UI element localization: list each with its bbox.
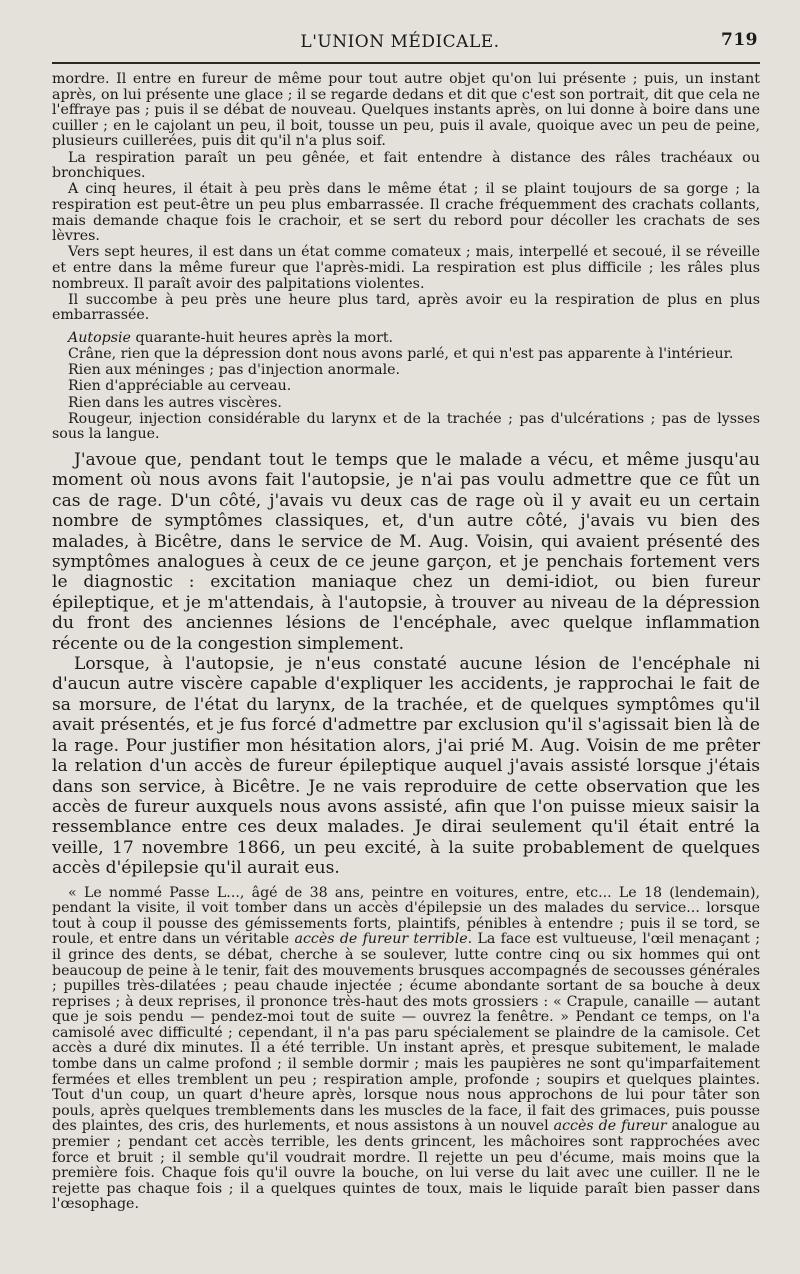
- case-paragraph: Il succombe à peu près une heure plus tard, après avoir eu la respiration de plus en plus embarrassée.: [52, 291, 760, 324]
- autopsy-heading: [52, 331, 760, 347]
- case-paragraph: La respiration paraît un peu gênée, et fait entendre à distance des râles trachéaux ou bronchiques.: [52, 149, 760, 182]
- autopsy-heading-text: quarante-huit heures après la mort.: [130, 329, 394, 346]
- autopsy-visceres: Rien dans les autres viscères.: [68, 394, 282, 411]
- journal-title: L'UNION MÉDICALE.: [300, 32, 500, 52]
- autopsy-crane: Crâne, rien que la dépression dont nous avons parlé, et qui n'est pas apparente à l'intérieur.: [68, 346, 734, 363]
- discussion-paragraph: Lorsque, à l'autopsie, je n'eus constaté aucune lésion de l'encéphale ni d'aucun autre viscère capable d'expliquer les accidents, je rapprochai le fait de sa morsure, de l'état du larynx, de la trachée, et de quelques symptômes qu'il avait présentés, et je fus forcé d'admettre par exclusion qu'il s'agissait bien là de la rage. Pour justifier mon hésitation alors, j'ai prié M. Aug. Voisin de me prêter la relation d'un accès de fureur épileptique auquel j'avais assisté lorsque j'étais dans son service, à Bicêtre. Je ne vais reproduire de cette observation que les accès de fureur auxquels nous avons assisté, afin que l'on puisse mieux saisir la ressemblance entre ces deux malades. Je dirai seulement qu'il était entré la veille, 17 novembre 1866, un peu excité, à la suite probablement de quelques accès d'épilepsie qu'il aurait eus.: [52, 654, 760, 879]
- discussion-paragraph: J'avoue que, pendant tout le temps que le malade a vécu, et même jusqu'au moment où nous avons fait l'autopsie, je n'ai pas voulu admettre que ce fût un cas de rage. D'un côté, j'avais vu deux cas de rage où il y avait eu un certain nombre de symptômes classiques, et, d'un autre côté, j'avais vu bien des malades, à Bicêtre, dans le service de M. Aug. Voisin, qui avaient présenté des symptômes analogues à ceux de ce jeune garçon, et je penchais fortement vers le diagnostic : excitation maniaque chez un demi-idiot, ou bien fureur épileptique, et je m'attendais, à l'autopsie, à trouver au niveau de la dépression du front des anciennes lésions de l'encéphale, avec quelque inflammation récente ou de la congestion simplement.: [52, 450, 760, 654]
- case-paragraph: Vers sept heures, il est dans un état comme comateux ; mais, interpellé et secoué, il se réveille et entre dans la même fureur que l'après-midi. La respiration est plus difficile ; les râles plus nombreux. Il paraît avoir des palpitations violentes.: [52, 244, 760, 292]
- autopsy-cerveau: Rien d'appréciable au cerveau.: [68, 378, 292, 395]
- quote-text: analogue au premier ; pendant cet accès terrible, les dents grincent, les mâchoires sont rapprochées avec force et bruit ; il semble qu'il voudrait mordre. Il rejette un peu d'écume, mais moins que la première fois. Chaque fois qu'il ouvre la bouche, on lui verse du lait avec une cuiller. Il ne le rejette pas chaque fois ; il a quelques quintes de toux, mais le liquide paraît bien passer dans l'œsophage.: [52, 1118, 760, 1213]
- quote-text: . La face est vultueuse, l'œil menaçant ; il grince des dents, se débat, cherche à se soulever, lutte contre cinq ou six hommes qui ont beaucoup de peine à le tenir, fait des mouvements brusques accompagnés de secousses générales ; pupilles très-dilatées ; peau chaude injectée ; écume abondante sortant de sa bouche à deux reprises ; à deux reprises, il prononce très-haut des mots grossiers : « Crapule, canaille — autant que je sois pendu — pendez-moi tout de suite — ouvrez la fenêtre. » Pendant ce temps, on l'a camisolé avec difficulté ; cependant, il n'a pas paru spécialement se plaindre de la camisole. Cet accès a duré dix minutes. Il a été terrible. Un instant après, et presque subitement, le malade tombe dans un calme profond ; il semble dormir ; mais les paupières ne sont qu'imparfaitement fermées et elles tremblent un peu ; respiration ample, profonde ; soupirs et quelques plaintes. Tout d'un coup, un quart d'heure après, lorsque nous nous approchons de lui pour tâter son pouls, après quelques tremblements dans les muscles de la face, il fait des grimaces, puis pousse des plaintes, des cris, des hurlements, et nous assistons à un nouvel: [52, 931, 760, 1135]
- autopsy-label: Autopsie: [68, 329, 131, 346]
- quote-emphasis: accès de fureur terrible: [294, 931, 468, 948]
- quote-paragraph: [52, 886, 760, 1213]
- case-paragraph: A cinq heures, il était à peu près dans le même état ; il se plaint toujours de sa gorge ; la respiration est peut-être un peu plus embarrassée. Il crache fréquemment des crachats collants, mais demande chaque fois le crachoir, et se sert du rebord pour décoller les crachats de ses lèvres.: [52, 181, 760, 245]
- quoted-observation: [52, 886, 760, 1213]
- quote-emphasis: accès de fureur: [553, 1118, 667, 1135]
- autopsy-meninges: Rien aux méninges ; pas d'injection anormale.: [68, 362, 401, 379]
- case-paragraph: mordre. Il entre en fureur de même pour tout autre objet qu'on lui présente ; puis, un instant après, on lui présente une glace ; il se regarde dedans et dit que c'est son portrait, dit que cela ne l'effraye pas ; puis il se débat de nouveau. Quelques instants après, on lui donne à boire dans une cuiller ; en le cajolant un peu, il boit, tousse un peu, puis il avale, quoique avec un peu de peine, plusieurs cuillerées, puis dit qu'il n'a plus soif.: [52, 71, 760, 150]
- autopsy-larynx: Rougeur, injection considérable du larynx et de la trachée ; pas d'ulcérations ; pas de lysses sous la langue.: [52, 410, 760, 443]
- case-observation: [52, 72, 760, 443]
- discussion: [52, 450, 760, 879]
- page-number: 719: [721, 30, 758, 50]
- header-rule: [52, 62, 760, 64]
- quote-text: « Le nommé Passe L..., âgé de 38 ans, peintre en voitures, entre, etc... Le 18 (lendemain), pendant la visite, il voit tomber dans un accès d'épilepsie un des malades du service... lorsque tout à coup il pousse des gémissements forts, plaintifs, pénibles à entendre ; puis il se tord, se roule, et entre dans un véritable: [52, 884, 760, 948]
- running-header: [52, 30, 760, 50]
